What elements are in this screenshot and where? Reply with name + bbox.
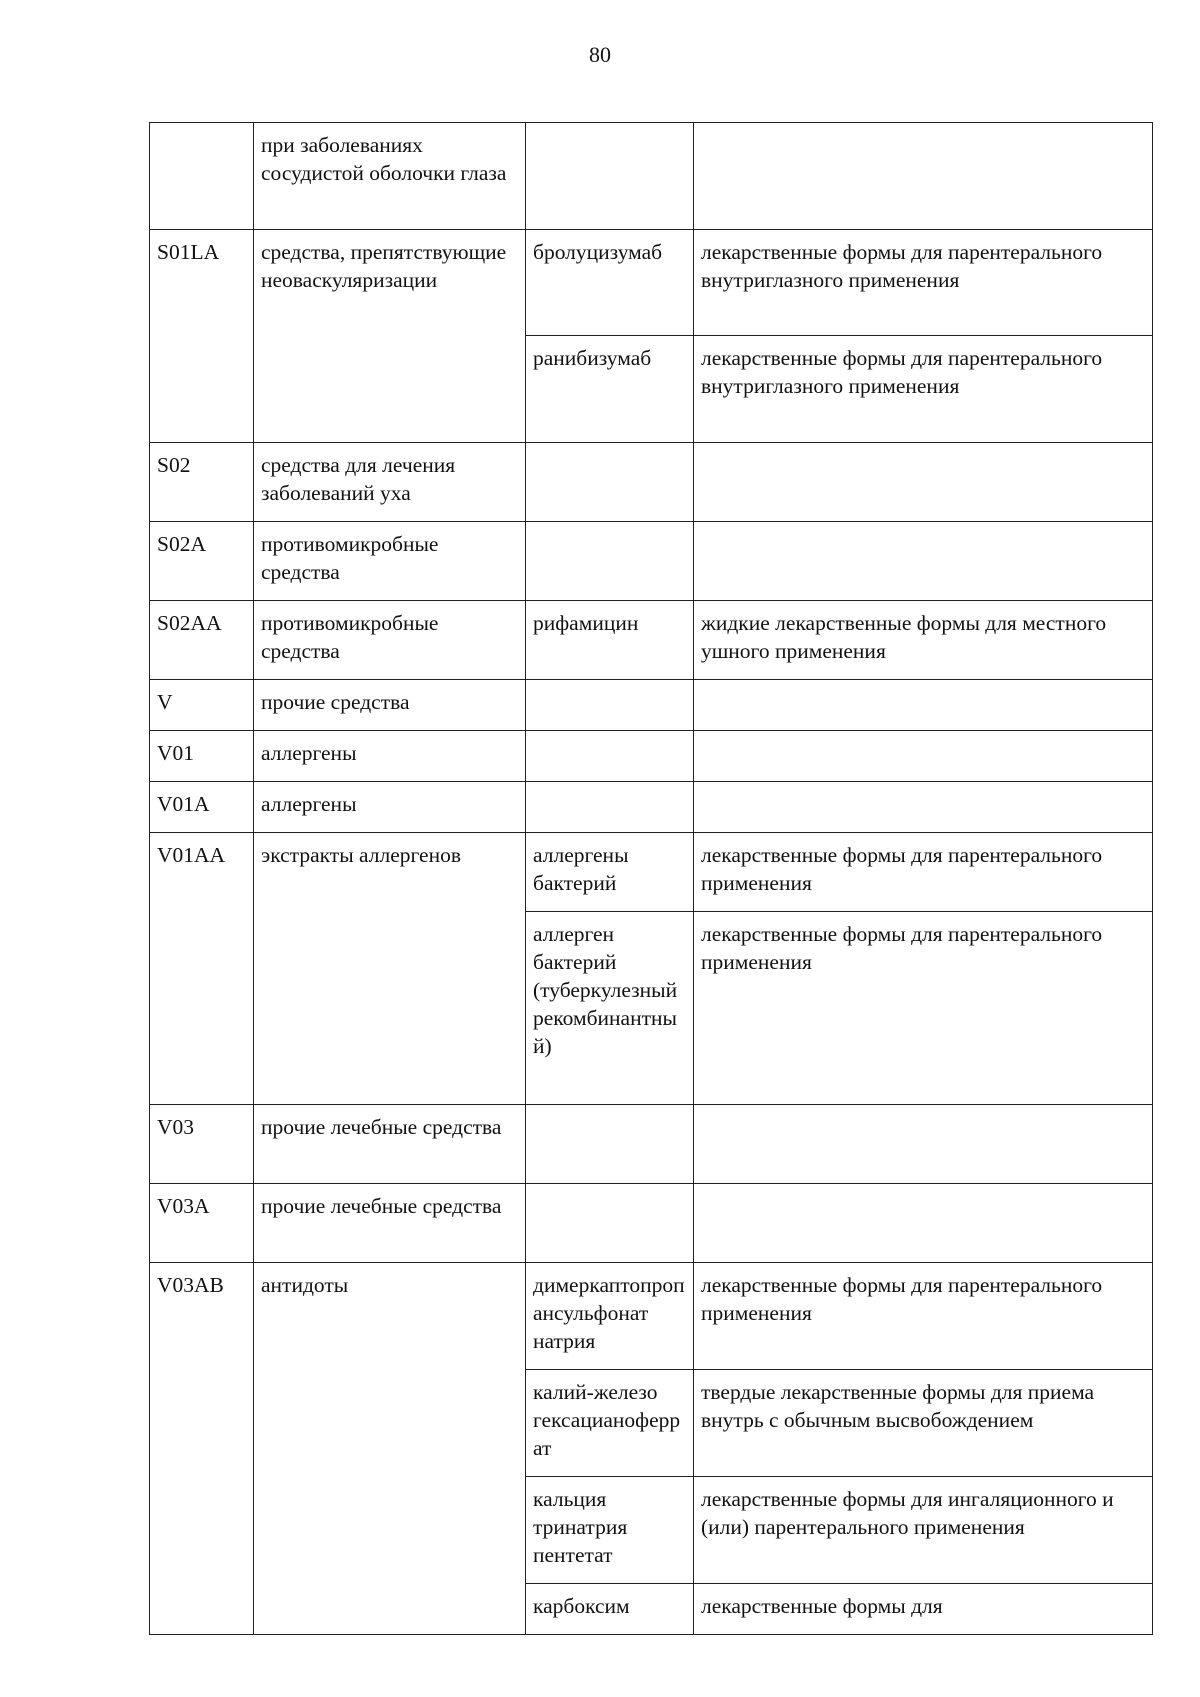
group-cell: средства, препятствующие неоваскуляризации: [254, 230, 526, 443]
drug-cell: [526, 522, 694, 601]
dosage-form-cell: лекарственные формы для парентерального внутриглазного применения: [694, 336, 1153, 443]
group-cell: аллергены: [254, 782, 526, 833]
atc-code-cell: [150, 123, 254, 230]
group-cell: прочие лечебные средства: [254, 1184, 526, 1263]
drug-table: [149, 122, 1153, 1635]
atc-code-cell: V03A: [150, 1184, 254, 1263]
dosage-form-cell: [694, 680, 1153, 731]
dosage-form-cell: лекарственные формы для парентерального внутриглазного применения: [694, 230, 1153, 336]
drug-cell: кальция тринатрия пентетат: [526, 1477, 694, 1584]
dosage-form-cell: лекарственные формы для парентерального применения: [694, 833, 1153, 912]
table-row: [150, 1105, 1153, 1184]
dosage-form-cell: [694, 443, 1153, 522]
group-cell: антидоты: [254, 1263, 526, 1635]
atc-code-cell: V03: [150, 1105, 254, 1184]
dosage-form-cell: лекарственные формы для парентерального применения: [694, 1263, 1153, 1370]
drug-cell: бролуцизумаб: [526, 230, 694, 336]
drug-cell: димеркаптопропансульфонат натрия: [526, 1263, 694, 1370]
drug-cell: карбоксим: [526, 1584, 694, 1635]
atc-code-cell: V: [150, 680, 254, 731]
dosage-form-cell: твердые лекарственные формы для приема внутрь с обычным высвобождением: [694, 1370, 1153, 1477]
table-row: [150, 230, 1153, 336]
group-cell: средства для лечения заболеваний уха: [254, 443, 526, 522]
table-row: [150, 1263, 1153, 1370]
atc-code-cell: S02A: [150, 522, 254, 601]
drug-cell: [526, 782, 694, 833]
group-cell: экстракты аллергенов: [254, 833, 526, 1105]
dosage-form-cell: [694, 1184, 1153, 1263]
drug-cell: рифамицин: [526, 601, 694, 680]
atc-code-cell: S02: [150, 443, 254, 522]
table-row: [150, 123, 1153, 230]
atc-code-cell: V01A: [150, 782, 254, 833]
drug-cell: [526, 1105, 694, 1184]
group-cell: прочие средства: [254, 680, 526, 731]
drug-cell: аллергены бактерий: [526, 833, 694, 912]
drug-cell: [526, 443, 694, 522]
table-row: [150, 1184, 1153, 1263]
atc-code-cell: S01LA: [150, 230, 254, 443]
group-cell: противомикробные средства: [254, 522, 526, 601]
drug-cell: калий-железо гексацианоферрат: [526, 1370, 694, 1477]
table-row: [150, 522, 1153, 601]
table-row: [150, 782, 1153, 833]
dosage-form-cell: [694, 123, 1153, 230]
dosage-form-cell: [694, 522, 1153, 601]
dosage-form-cell: лекарственные формы для парентерального применения: [694, 912, 1153, 1105]
dosage-form-cell: лекарственные формы для: [694, 1584, 1153, 1635]
group-cell: при заболеваниях сосудистой оболочки глаза: [254, 123, 526, 230]
dosage-form-cell: жидкие лекарственные формы для местного ушного применения: [694, 601, 1153, 680]
group-cell: противомикробные средства: [254, 601, 526, 680]
group-cell: аллергены: [254, 731, 526, 782]
drug-cell: [526, 731, 694, 782]
table-row: [150, 443, 1153, 522]
dosage-form-cell: [694, 782, 1153, 833]
atc-code-cell: V03AB: [150, 1263, 254, 1635]
drug-cell: [526, 123, 694, 230]
table-row: [150, 731, 1153, 782]
drug-cell: ранибизумаб: [526, 336, 694, 443]
drug-cell: [526, 1184, 694, 1263]
atc-code-cell: V01AA: [150, 833, 254, 1105]
atc-code-cell: S02AA: [150, 601, 254, 680]
drug-cell: аллерген бактерий (туберкулезный рекомбинантный): [526, 912, 694, 1105]
atc-code-cell: V01: [150, 731, 254, 782]
table-row: [150, 601, 1153, 680]
drug-cell: [526, 680, 694, 731]
dosage-form-cell: [694, 731, 1153, 782]
dosage-form-cell: лекарственные формы для ингаляционного и (или) парентерального применения: [694, 1477, 1153, 1584]
table-row: [150, 833, 1153, 912]
dosage-form-cell: [694, 1105, 1153, 1184]
table-row: [150, 680, 1153, 731]
group-cell: прочие лечебные средства: [254, 1105, 526, 1184]
page-number: 80: [589, 42, 611, 67]
